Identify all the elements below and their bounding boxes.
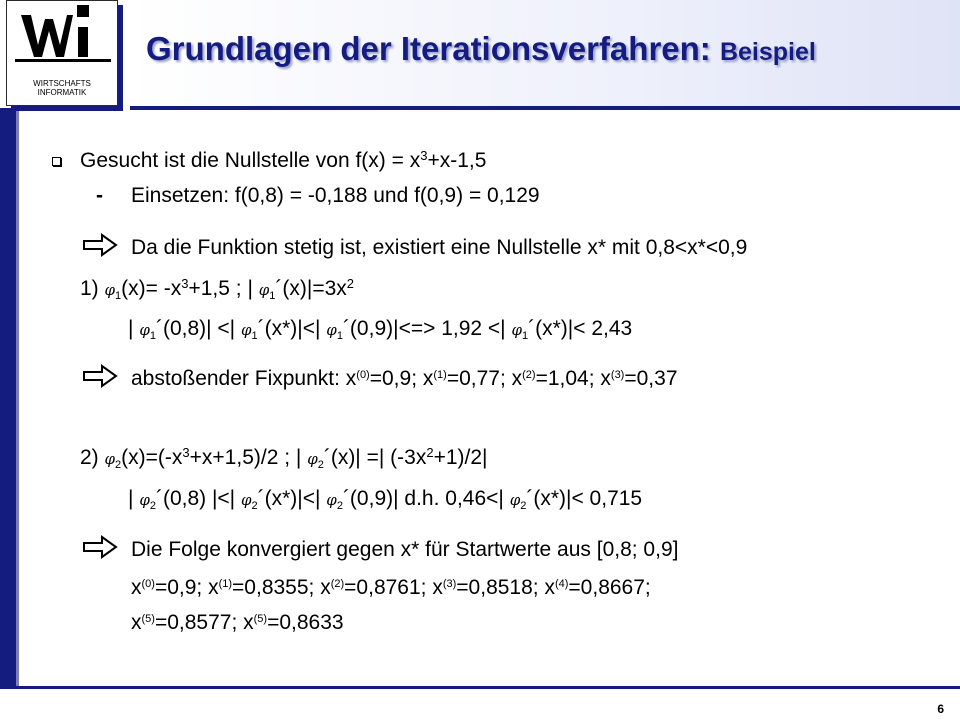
logo-line-2: INFORMATIK [37,88,87,97]
line-phi1-def: 1) $\varphi 1(x)= -x^3+1,5$ ; | $\varphi 1´(x)|=3x^2$ [80,276,355,302]
page-title [146,30,816,68]
title-main: Grundlagen der Iterationsverfahren: [146,30,711,67]
bottom-line [0,686,960,689]
line-sequence-2: $x^{(5)}=0,8577$; $x^{(5)}=0,8633$ [131,611,344,634]
logo-line-1: WIRTSCHAFTS [33,79,91,88]
title-underline [130,106,960,110]
line-einsetzen: Einsetzen: f(0,8) = -0,188 und f(0,9) = 0,129 [131,184,540,207]
arrow-right-icon [82,535,122,559]
title-subtitle: Beispiel [719,38,816,66]
line-stetig: Da die Funktion stetig ist, existiert eine Nullstelle x* mit 0,8<x*<0,9 [131,236,748,259]
line-phi1-bounds: | φ1´(0,8)| <| φ1´(x*)|<| φ1´(0,9)|<=> 1,92 <| φ1´(x*)|< 2,43 [128,317,633,342]
line-abstossend: abstoßender Fixpunkt: $x^{(0)}=0,9$; $x^{(1)}=0,77$; $x^{(2)}=1,04$; $x^{(3)}=0,37$ [131,367,678,390]
line-konvergiert: Die Folge konvergiert gegen x* für Startwerte aus [0,8; 0,9] [131,538,679,561]
wi-logo-mark [7,1,117,81]
line-phi2-bounds: | φ2´(0,8) |<| φ2´(x*)|<| φ2´(0,9)| d.h. 0,46<| φ2´(x*)|< 0,715 [128,487,643,512]
arrow-right-icon [82,364,122,388]
dash-bullet: - [96,184,103,207]
page-number: 6 [937,702,944,716]
checkbox-bullet-icon [52,157,61,166]
left-bar [0,108,16,688]
wi-logo [6,0,118,106]
line-phi2-def: 2) $\varphi 2(x)=(-x^3+x+1,5)/2$ ; | φ2´(x)| =| $(-3x^2+1)/2|$ [80,445,488,471]
arrow-right-icon [82,233,122,257]
line-problem: Gesucht ist die Nullstelle von $f(x) = x^3+x-1,5$ [80,148,487,172]
line-sequence-1: $x^{(0)}=0,9$; $x^{(1)}=0,8355$; $x^{(2)}=0,8761$; $x^{(3)}=0,8518$; $x^{(4)}=0,8667$; [131,576,651,599]
left-bar-shadow [16,108,19,688]
